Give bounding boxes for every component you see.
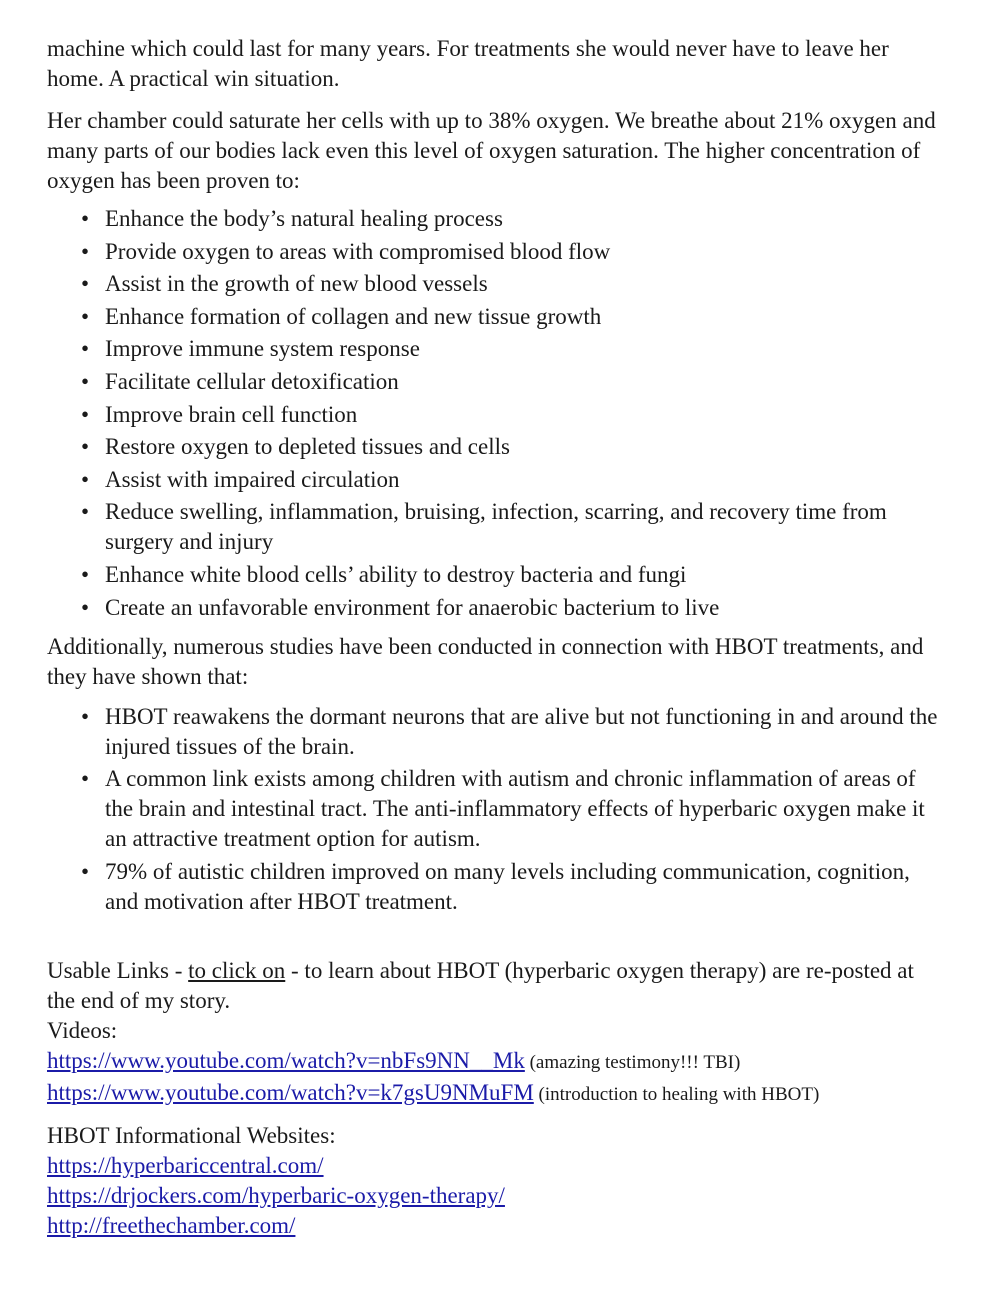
study-item: • A common link exists among children with autism and chronic inflammation of areas of the brain and intestinal tract. The anti-inflammatory effects of hyperbaric oxygen make it an attractive treatment option for autism. bbox=[105, 764, 947, 854]
study-item: • HBOT reawakens the dormant neurons that are alive but not functioning in and around the injured tissues of the brain. bbox=[105, 702, 947, 762]
benefit-item: • Enhance white blood cells’ ability to destroy bacteria and fungi bbox=[105, 560, 947, 590]
website-link-freethechamber[interactable]: http://freethechamber.com/ bbox=[47, 1212, 296, 1238]
benefit-item: • Improve brain cell function bbox=[105, 400, 947, 430]
website-link-hyperbariccentral[interactable]: https://hyperbariccentral.com/ bbox=[47, 1152, 324, 1178]
website-line bbox=[47, 1211, 947, 1241]
intro-paragraph-2: Her chamber could saturate her cells with up to 38% oxygen. We breathe about 21% oxygen and many parts of our bodies lack even this level of oxygen saturation. The higher concentration of oxygen has been proven to: bbox=[47, 108, 936, 193]
intro-paragraph-1: machine which could last for many years. For treatments she would never have to leave her home. A practical win situation. bbox=[47, 36, 889, 91]
website-line bbox=[47, 1151, 947, 1181]
benefit-item: • Restore oxygen to depleted tissues and cells bbox=[105, 432, 947, 462]
benefits-list bbox=[47, 204, 947, 623]
video-link-2[interactable]: https://www.youtube.com/watch?v=k7gsU9NMuFM bbox=[47, 1079, 534, 1105]
study-item: • 79% of autistic children improved on many levels including communication, cognition, and motivation after HBOT treatment. bbox=[105, 857, 947, 917]
links-lead: Usable Links - bbox=[47, 957, 189, 983]
links-intro bbox=[47, 956, 947, 1016]
benefit-item: • Enhance formation of collagen and new tissue growth bbox=[105, 302, 947, 332]
benefit-item: • Provide oxygen to areas with compromised blood flow bbox=[105, 237, 947, 267]
video-line-1 bbox=[47, 1046, 947, 1078]
studies-list bbox=[47, 702, 947, 917]
benefit-item: • Facilitate cellular detoxification bbox=[105, 367, 947, 397]
video-note-2: (introduction to healing with HBOT) bbox=[533, 1083, 820, 1105]
benefit-item: • Create an unfavorable environment for anaerobic bacterium to live bbox=[105, 593, 947, 623]
benefit-item: • Improve immune system response bbox=[105, 334, 947, 364]
videos-label: Videos: bbox=[47, 1017, 118, 1043]
document-page bbox=[47, 34, 947, 1241]
video-line-2 bbox=[47, 1078, 947, 1110]
benefit-item: • Reduce swelling, inflammation, bruising, infection, scarring, and recovery time from surgery and injury bbox=[105, 497, 947, 557]
studies-intro: Additionally, numerous studies have been conducted in connection with HBOT treatments, and they have shown that: bbox=[47, 633, 924, 689]
click-on-text: to click on bbox=[188, 957, 286, 983]
websites-label: HBOT Informational Websites: bbox=[47, 1122, 336, 1148]
website-link-drjockers[interactable]: https://drjockers.com/hyperbaric-oxygen-therapy/ bbox=[47, 1182, 505, 1208]
video-link-1[interactable]: https://www.youtube.com/watch?v=nbFs9NN__Mk bbox=[47, 1047, 525, 1073]
video-note-1: (amazing testimony!!! TBI) bbox=[524, 1051, 741, 1073]
benefit-item: • Enhance the body’s natural healing process bbox=[105, 204, 947, 234]
links-section bbox=[47, 956, 947, 1110]
benefit-item: • Assist in the growth of new blood vessels bbox=[105, 269, 947, 299]
benefit-item: • Assist with impaired circulation bbox=[105, 465, 947, 495]
website-line bbox=[47, 1181, 947, 1211]
links-tail: - to learn about HBOT (hyperbaric oxygen therapy) are re-posted at the end of my story. bbox=[47, 957, 914, 1013]
websites-section bbox=[47, 1121, 947, 1241]
